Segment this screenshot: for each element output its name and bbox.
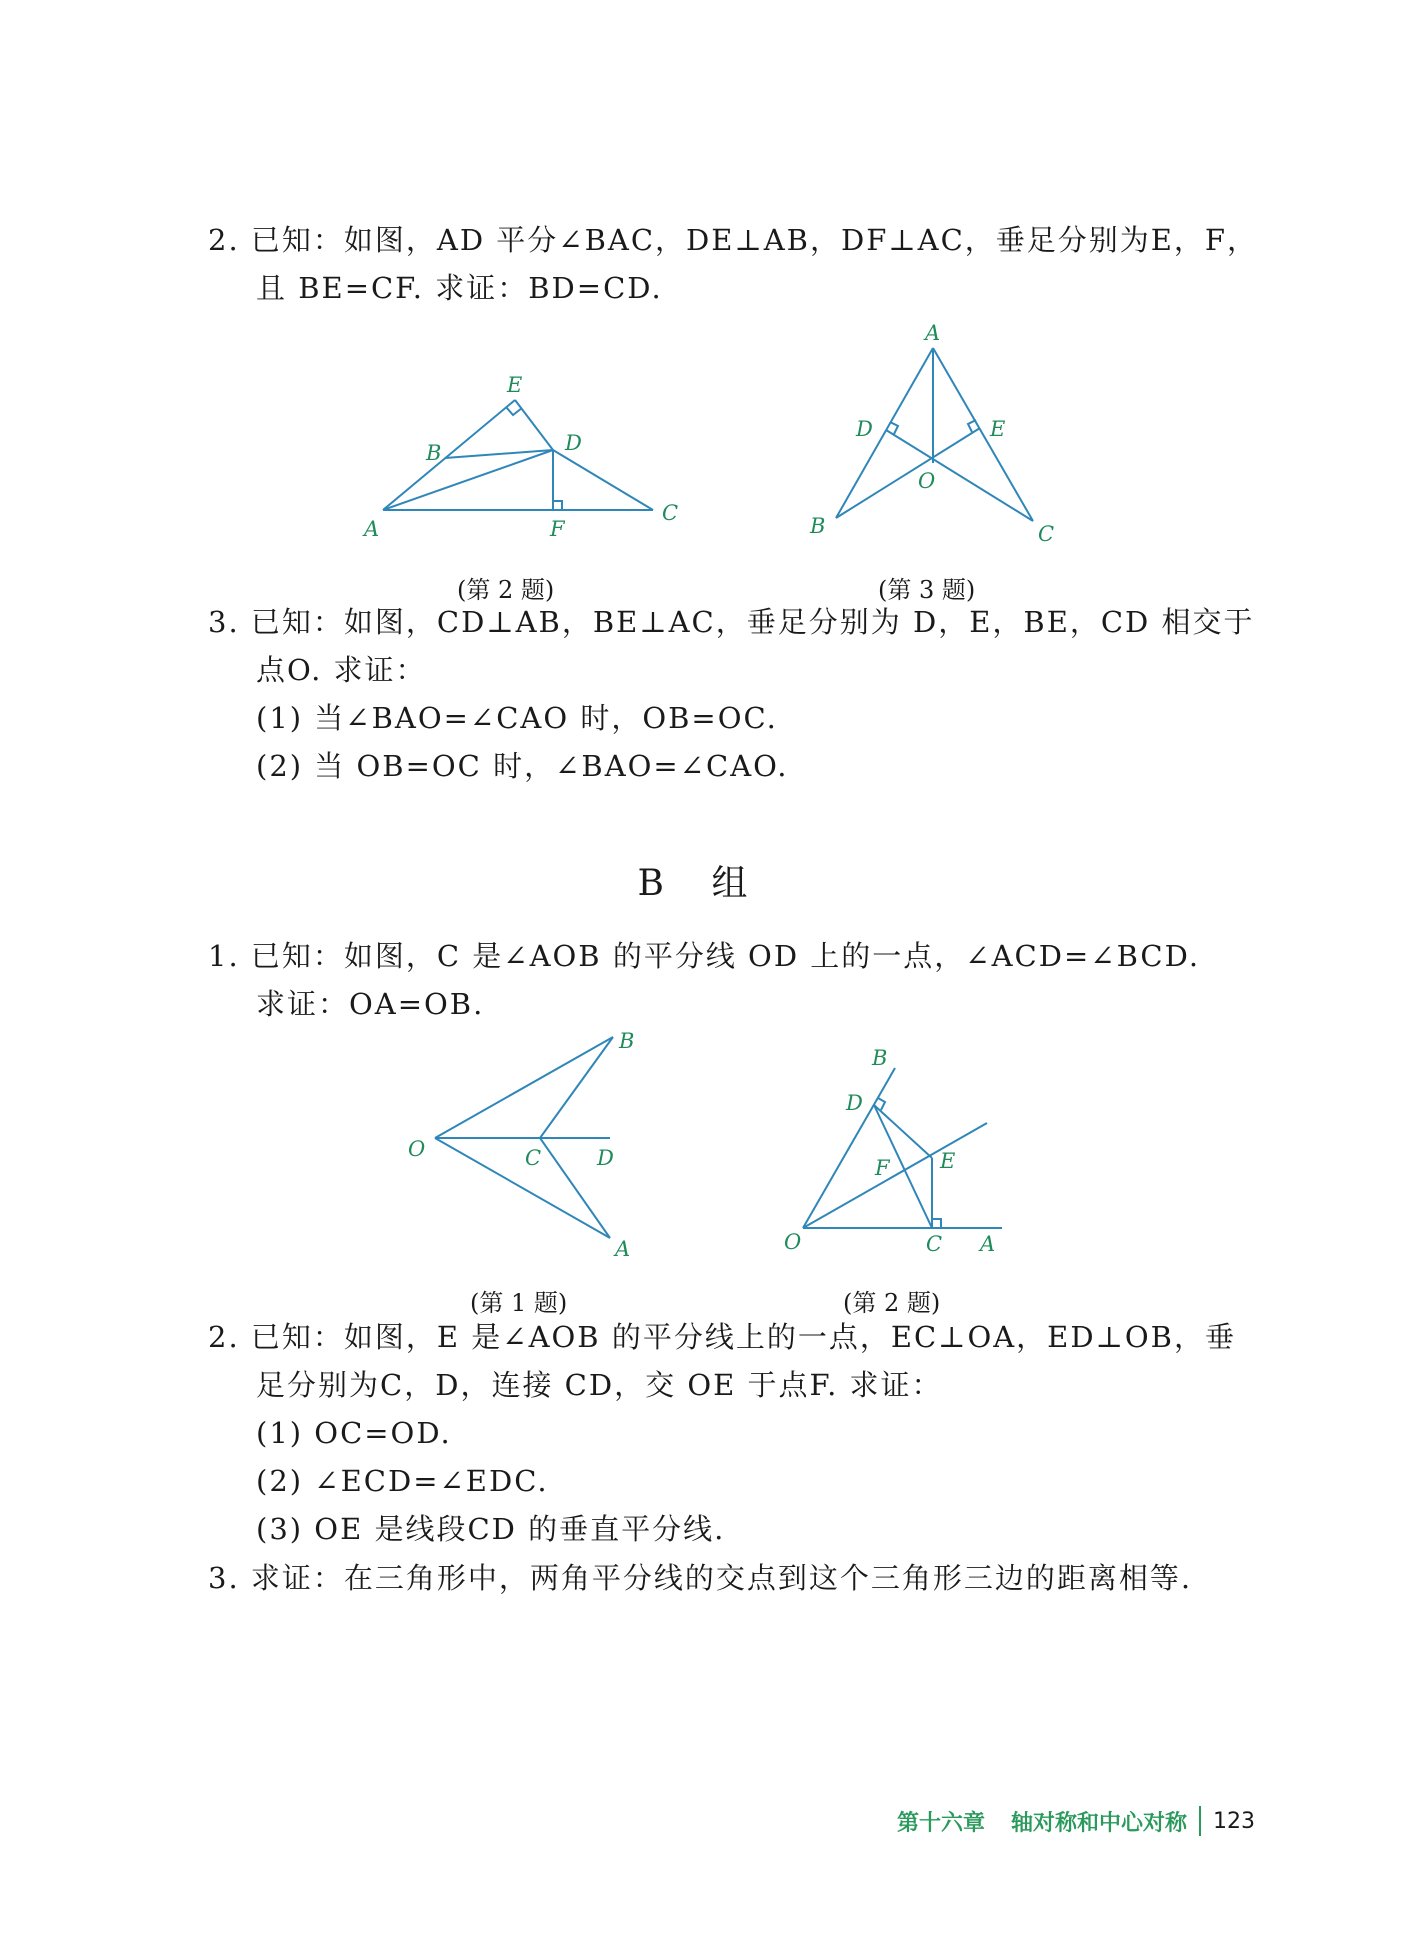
problem-a2-line2: 且 BE=CF. 求证：BD=CD. bbox=[256, 271, 663, 305]
fig-a3-label-D: D bbox=[856, 417, 873, 441]
problem-a2-line1: 2. 已知：如图，AD 平分∠BAC，DE⊥AB，DF⊥AC，垂足分别为E，F， bbox=[208, 223, 1259, 257]
fig-a3-label-C: C bbox=[1038, 522, 1055, 546]
fig-b2-label-E: E bbox=[940, 1149, 956, 1173]
caption-fig-b2: (第 2 题) bbox=[843, 1289, 941, 1317]
caption-fig-a3: (第 3 题) bbox=[878, 576, 976, 604]
fig-a2-label-D: D bbox=[565, 431, 582, 455]
fig-a2-right-angle-F bbox=[553, 501, 562, 510]
problem-b1-line2: 求证：OA=OB. bbox=[256, 987, 485, 1021]
fig-a3-label-A: A bbox=[925, 321, 941, 345]
section-b-title: B 组 bbox=[637, 863, 766, 904]
fig-a2-segment-DC bbox=[553, 450, 653, 510]
fig-a2-label-B: B bbox=[426, 441, 442, 465]
fig-a3-segment-AC bbox=[933, 348, 1033, 521]
fig-b2-segment-DE bbox=[874, 1105, 932, 1158]
figure-a3 bbox=[800, 318, 1080, 552]
problem-a3-sub2: (2) 当 OB=OC 时，∠BAO=∠CAO. bbox=[256, 749, 789, 783]
fig-a3-label-O: O bbox=[918, 469, 936, 493]
fig-b1-label-D: D bbox=[597, 1146, 614, 1170]
caption-fig-a2: (第 2 题) bbox=[457, 576, 555, 604]
fig-b2-segment-OE-ray bbox=[803, 1123, 987, 1228]
fig-a3-label-E: E bbox=[990, 417, 1006, 441]
page-footer bbox=[897, 1803, 1255, 1839]
figure-b1 bbox=[405, 1025, 655, 1269]
fig-a2-label-E: E bbox=[507, 373, 523, 397]
fig-b2-right-angle-C bbox=[932, 1219, 941, 1228]
fig-a2-segment-AD bbox=[383, 450, 553, 510]
fig-b2-right-angle-D bbox=[878, 1098, 885, 1110]
problem-a3-line2: 点O. 求证： bbox=[256, 653, 427, 687]
problem-b2-sub1: (1) OC=OD. bbox=[256, 1416, 452, 1450]
fig-b2-label-C: C bbox=[926, 1232, 943, 1256]
figure-a2 bbox=[360, 370, 690, 554]
fig-a2-segment-ED bbox=[515, 400, 553, 450]
problem-a3-line1: 3. 已知：如图，CD⊥AB，BE⊥AC，垂足分别为 D，E，BE，CD 相交于 bbox=[208, 605, 1255, 639]
fig-a2-segment-BD bbox=[445, 450, 553, 458]
footer-section: 轴对称和中心对称 bbox=[1011, 1810, 1188, 1836]
problem-a3-sub1: (1) 当∠BAO=∠CAO 时，OB=OC. bbox=[256, 701, 778, 735]
fig-b1-label-B: B bbox=[619, 1029, 635, 1053]
caption-fig-b1: (第 1 题) bbox=[470, 1289, 568, 1317]
fig-b2-label-F: F bbox=[875, 1156, 890, 1180]
fig-a2-label-F: F bbox=[550, 517, 565, 541]
fig-b2-label-D: D bbox=[846, 1091, 863, 1115]
fig-a3-segment-CD bbox=[886, 430, 1033, 521]
problem-b2-line2: 足分别为C，D，连接 CD，交 OE 于点F. 求证： bbox=[256, 1368, 943, 1402]
problem-b2-sub2: (2) ∠ECD=∠EDC. bbox=[256, 1464, 549, 1498]
footer-chapter: 第十六章 bbox=[897, 1810, 986, 1836]
problem-b2-line1: 2. 已知：如图，E 是∠AOB 的平分线上的一点，EC⊥OA，ED⊥OB，垂 bbox=[208, 1320, 1236, 1354]
footer-divider bbox=[1199, 1806, 1201, 1836]
figure-b2 bbox=[780, 1040, 1030, 1274]
fig-b1-segment-CB bbox=[540, 1037, 613, 1138]
fig-b1-label-A: A bbox=[615, 1237, 631, 1261]
fig-b2-label-A: A bbox=[980, 1232, 996, 1256]
fig-a3-label-B: B bbox=[810, 514, 826, 538]
fig-a2-label-C: C bbox=[662, 501, 679, 525]
page-number: 123 bbox=[1213, 1808, 1256, 1834]
fig-b1-label-C: C bbox=[525, 1146, 542, 1170]
fig-b1-segment-OA bbox=[435, 1138, 610, 1238]
fig-a3-segment-BE bbox=[836, 428, 980, 518]
fig-b1-segment-OB bbox=[435, 1037, 613, 1138]
problem-b3-line1: 3. 求证：在三角形中，两角平分线的交点到这个三角形三边的距离相等. bbox=[208, 1561, 1193, 1595]
problem-b1-line1: 1. 已知：如图，C 是∠AOB 的平分线 OD 上的一点，∠ACD=∠BCD. bbox=[208, 939, 1201, 973]
fig-a2-right-angle-E bbox=[506, 407, 522, 415]
problem-b2-sub3: (3) OE 是线段CD 的垂直平分线. bbox=[256, 1512, 726, 1546]
fig-b2-label-O: O bbox=[784, 1230, 802, 1254]
fig-a2-label-A: A bbox=[364, 517, 380, 541]
fig-b2-label-B: B bbox=[872, 1046, 888, 1070]
fig-b1-label-O: O bbox=[408, 1137, 426, 1161]
